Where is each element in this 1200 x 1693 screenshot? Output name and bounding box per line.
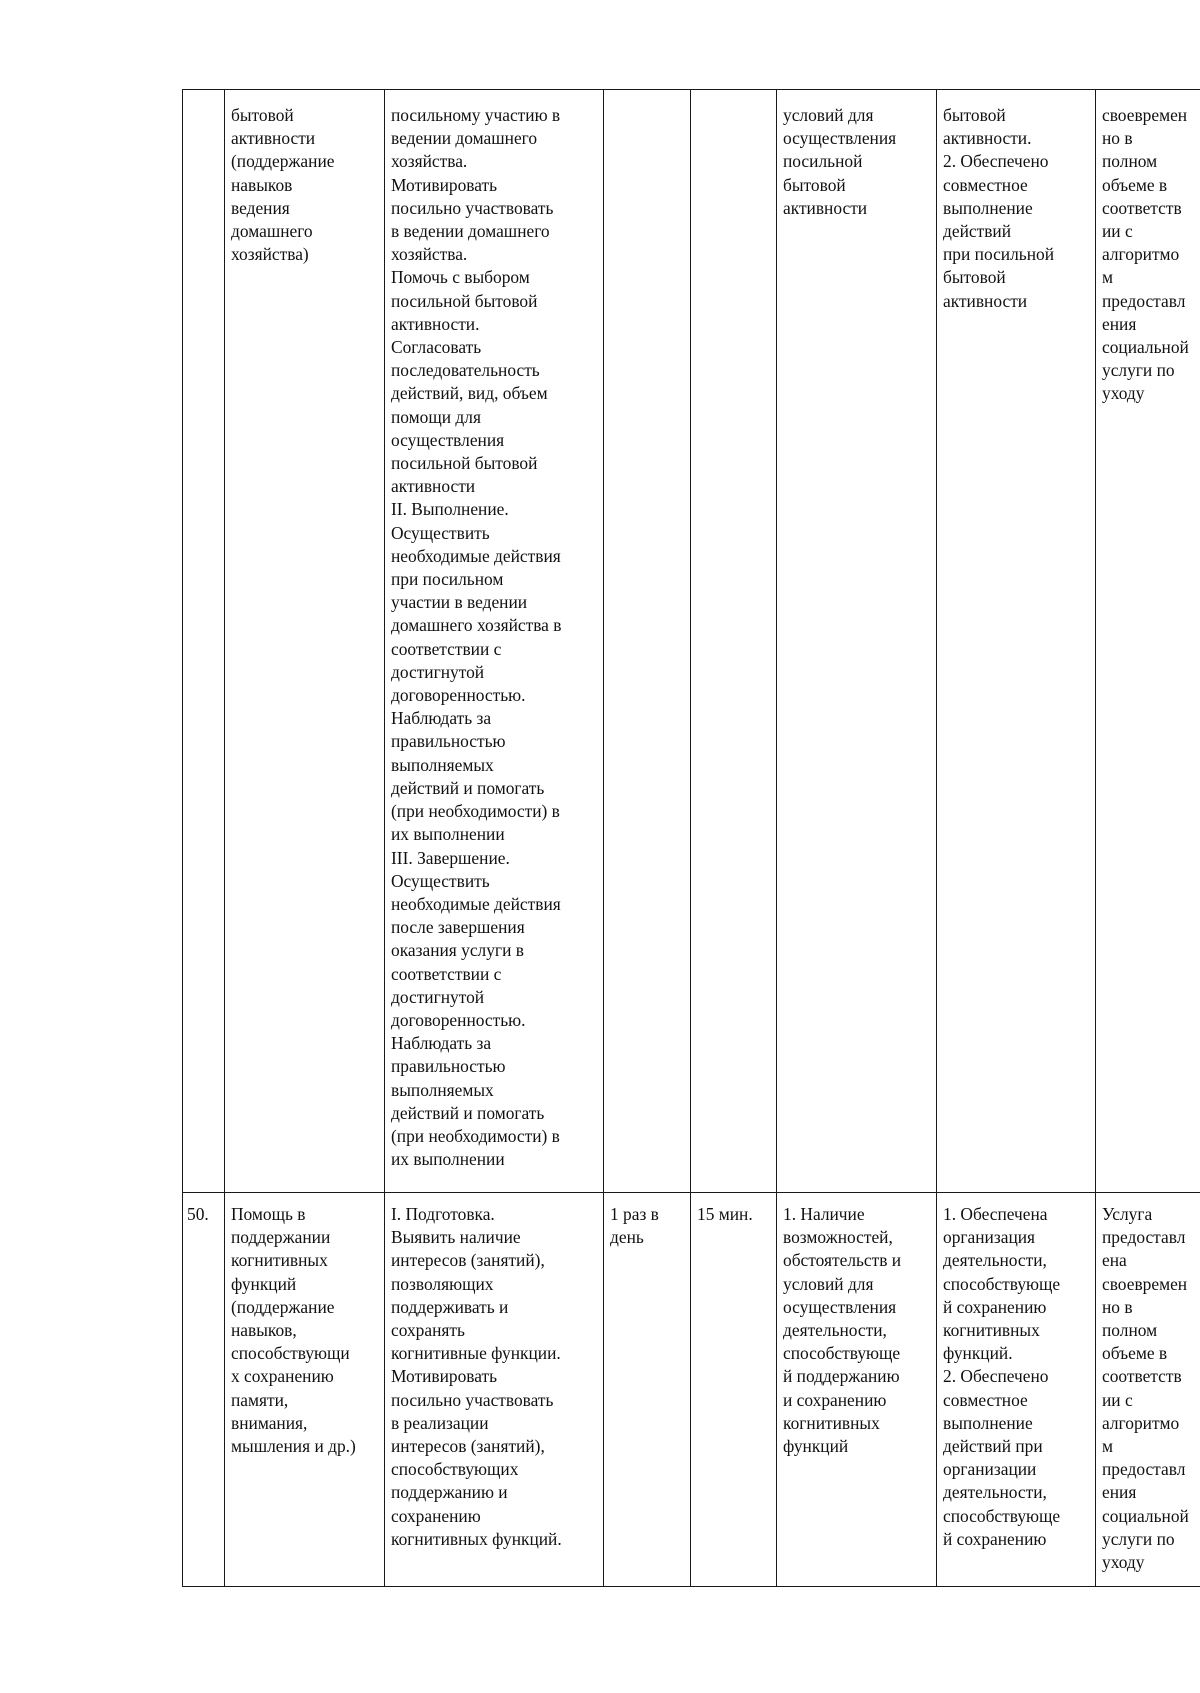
conditions: условий для осуществления посильной бытовой активности <box>783 105 897 218</box>
service-name-cell <box>225 1193 385 1587</box>
frequency: 1 раз в день <box>610 1204 659 1248</box>
quality: Услуга предоставл ена своевремен но в полном объеме в соответств ии с алгоритмо м предоставл ения социальной услуги по уходу <box>1102 1204 1189 1573</box>
conditions: 1. Наличие возможностей, обстоятельств и условий для осуществления деятельности, способствующе й поддержанию и сохранению когнитивных функций <box>783 1204 902 1457</box>
duration-cell <box>691 90 777 1193</box>
service-actions: I. Подготовка. Выявить наличие интересов (занятий), позволяющих поддерживать и сохранять когнитивные функции. Мотивировать посильно участвовать в реализации интересов (занятий), способствующих поддержанию и сохранению когнитивных функций. <box>391 1204 562 1549</box>
row-number-cell <box>183 1193 225 1587</box>
result-cell <box>937 90 1096 1193</box>
frequency-cell <box>604 90 691 1193</box>
service-actions: посильному участию в ведении домашнего хозяйства. Мотивировать посильно участвовать в ведении домашнего хозяйства. Помочь с выбором посильной бытовой активности. Согласовать последовательность действий, вид, объем помощи для осуществления посильной бытовой активности II. Выполнение. Осуществить необходимые действия при посильном участии в ведении домашнего хозяйства в соответствии с достигнутой договоренностью. Наблюдать за правильностью выполняемых действий и помогать (при необходимости) в их выполнении III. Завершение. Осуществить необходимые действия после завершения оказания услуги в соответствии с достигнутой договоренностью. Наблюдать за правильностью выполняемых действий и помогать (при необходимости) в их выполнении <box>391 105 562 1170</box>
table-row <box>183 90 1200 1193</box>
quality: своевремен но в полном объеме в соответств ии с алгоритмо м предоставл ения социальной услуги по уходу <box>1102 105 1189 404</box>
conditions-cell <box>777 90 937 1193</box>
quality-cell <box>1096 1193 1200 1587</box>
duration: 15 мин. <box>697 1204 753 1224</box>
service-name: Помощь в поддержании когнитивных функций (поддержание навыков, способствующи х сохранению памяти, внимания, мышления и др.) <box>231 1204 356 1457</box>
service-name-cell <box>225 90 385 1193</box>
duration-cell <box>691 1193 777 1587</box>
service-actions-cell <box>385 1193 604 1587</box>
table-row <box>183 1193 1200 1587</box>
result: бытовой активности. 2. Обеспечено совместное выполнение действий при посильной бытовой активности <box>943 105 1055 311</box>
service-name: бытовой активности (поддержание навыков ведения домашнего хозяйства) <box>231 105 335 265</box>
frequency-cell <box>604 1193 691 1587</box>
result: 1. Обеспечена организация деятельности, способствующе й сохранению когнитивных функций. 2. Обеспечено совместное выполнение действий при организации деятельности, способствующе й сохранению <box>943 1204 1061 1549</box>
result-cell <box>937 1193 1096 1587</box>
quality-cell <box>1096 90 1200 1193</box>
services-table <box>182 89 1200 1587</box>
row-number: 50. <box>187 1204 209 1224</box>
row-number-cell <box>183 90 225 1193</box>
conditions-cell <box>777 1193 937 1587</box>
service-actions-cell <box>385 90 604 1193</box>
